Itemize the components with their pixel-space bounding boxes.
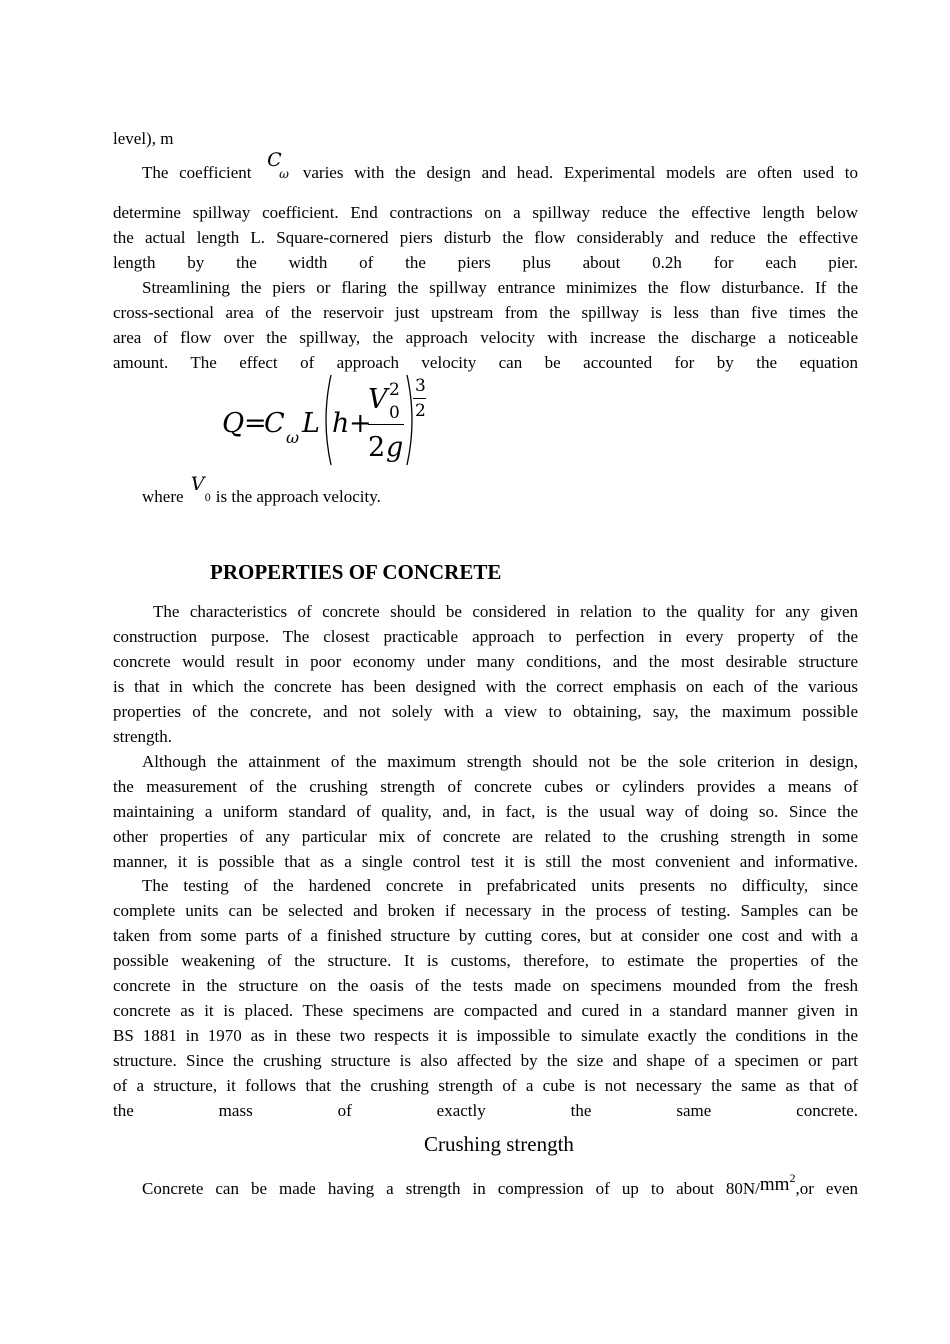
crushing-strength-heading: Crushing strength xyxy=(424,1132,574,1156)
paragraph-compression xyxy=(113,1171,858,1203)
coef-symbol-c: C xyxy=(267,149,282,171)
text-line: construction purpose. The closest practicable approach to perfection in every property of the xyxy=(113,627,858,646)
unit-mm: mm xyxy=(759,1174,790,1195)
velocity-v: V xyxy=(190,473,205,495)
text-line: complete units can be selected and broken if necessary in the process of testing. Samples can be xyxy=(113,901,858,920)
eq-v-squared: 2 xyxy=(389,380,400,400)
compression-post: ,or even xyxy=(795,1179,858,1198)
text-line: Streamlining the piers or flaring the spillway entrance minimizes the flow disturbance. If the xyxy=(142,278,858,297)
discharge-equation xyxy=(222,372,482,472)
exponent-numerator: 3 xyxy=(415,376,426,396)
text-line: the measurement of the crushing strength of concrete cubes or cylinders provides a means of xyxy=(113,777,858,796)
text-line: taken from some parts of a finished structure by cutting cores, but at consider one cost and with a xyxy=(113,926,858,945)
text-line: determine spillway coefficient. End contractions on a spillway reduce the effective length below xyxy=(113,203,858,222)
text-line: possible weakening of the structure. It is customs, therefore, to estimate the properties of the xyxy=(113,951,858,970)
text-line: Although the attainment of the maximum strength should not be the sole criterion in design, xyxy=(142,752,858,771)
text-line: area of flow over the spillway, the approach velocity with increase the discharge a noticeable xyxy=(113,328,858,347)
exponent-bar xyxy=(413,398,426,399)
intro-block xyxy=(113,126,858,151)
text-line: is that in which the concrete has been designed with the correct emphasis on each of the various xyxy=(113,677,858,696)
text-line: the mass of exactly the same concrete. xyxy=(113,1101,858,1120)
section-heading: PROPERTIES OF CONCRETE xyxy=(210,560,502,584)
text-line: other properties of any particular mix of concrete are related to the crushing strength in some xyxy=(113,827,858,846)
paragraph-testing xyxy=(113,873,858,1123)
text-line: The characteristics of concrete should be considered in relation to the quality for any given xyxy=(153,602,858,621)
text-line: The testing of the hardened concrete in prefabricated units presents no difficulty, since xyxy=(142,876,858,895)
paragraph-characteristics xyxy=(113,599,858,749)
text-line: strength. xyxy=(113,727,173,746)
text-line: concrete in the structure on the oasis of the tests made on specimens mounded from the fresh xyxy=(113,976,858,995)
eq-v: V xyxy=(368,384,388,415)
coef-post-text: varies with the design and head. Experimental models are often used to xyxy=(302,163,858,182)
eq-equals: = xyxy=(244,408,267,439)
eq-v-zero: 0 xyxy=(389,403,400,423)
coefficient-line xyxy=(113,149,858,185)
text-line: manner, it is possible that as a single control test it is still the most convenient and informative. xyxy=(113,852,858,871)
paragraph-spillway xyxy=(113,200,858,275)
where-post: is the approach velocity. xyxy=(215,487,381,506)
text-line: of a structure, it follows that the crushing strength of a cube is not necessary the same as that of xyxy=(113,1076,858,1095)
eq-q: Q xyxy=(222,408,245,439)
text-line: the actual length L. Square-cornered piers disturb the flow considerably and reduce the effective xyxy=(113,228,858,247)
unit-squared: 2 xyxy=(789,1171,796,1185)
text-line: BS 1881 in 1970 as in these two respects it is impossible to simulate exactly the conditions in the xyxy=(113,1026,858,1045)
text-line: cross-sectional area of the reservoir just upstream from the spillway is less than five times the xyxy=(113,303,858,322)
paragraph-streamlining xyxy=(113,275,858,375)
text-line: concrete would result in poor economy under many conditions, and the most desirable structure xyxy=(113,652,858,671)
eq-g: g xyxy=(386,432,404,463)
line-level-m: level), m xyxy=(113,129,174,148)
eq-h: h xyxy=(332,408,350,439)
text-line: properties of the concrete, and not solely with a view to obtaining, say, the maximum possible xyxy=(113,702,858,721)
eq-c-omega: ω xyxy=(286,428,300,447)
text-line: amount. The effect of approach velocity can be accounted for by the equation xyxy=(113,353,858,372)
text-line: maintaining a uniform standard of quality, and, in fact, is the usual way of doing so. Since the xyxy=(113,802,858,821)
fraction-bar xyxy=(368,424,404,425)
text-line: concrete as it is placed. These specimens are compacted and cured in a standard manner given in xyxy=(113,1001,858,1020)
eq-l: L xyxy=(302,408,320,439)
paragraph-maximum-strength xyxy=(113,749,858,874)
coef-pre-text: The coefficient xyxy=(142,163,252,182)
velocity-zero: 0 xyxy=(204,490,211,504)
text-line: length by the width of the piers plus about 0.2h for each pier. xyxy=(113,253,858,272)
where-line xyxy=(113,473,858,509)
velocity-symbol xyxy=(188,473,216,509)
coef-symbol-omega: ω xyxy=(279,167,289,181)
eq-c: C xyxy=(264,408,285,439)
compression-pre: Concrete can be made having a strength in compression of up to about 80N/ xyxy=(142,1179,760,1198)
exponent-denominator: 2 xyxy=(415,401,426,421)
text-line: structure. Since the crushing structure is also affected by the size and shape of a specimen or part xyxy=(113,1051,858,1070)
coef-symbol xyxy=(262,149,292,185)
where-pre: where xyxy=(142,487,184,506)
eq-two: 2 xyxy=(368,432,386,463)
eq-plus: + xyxy=(349,408,372,439)
